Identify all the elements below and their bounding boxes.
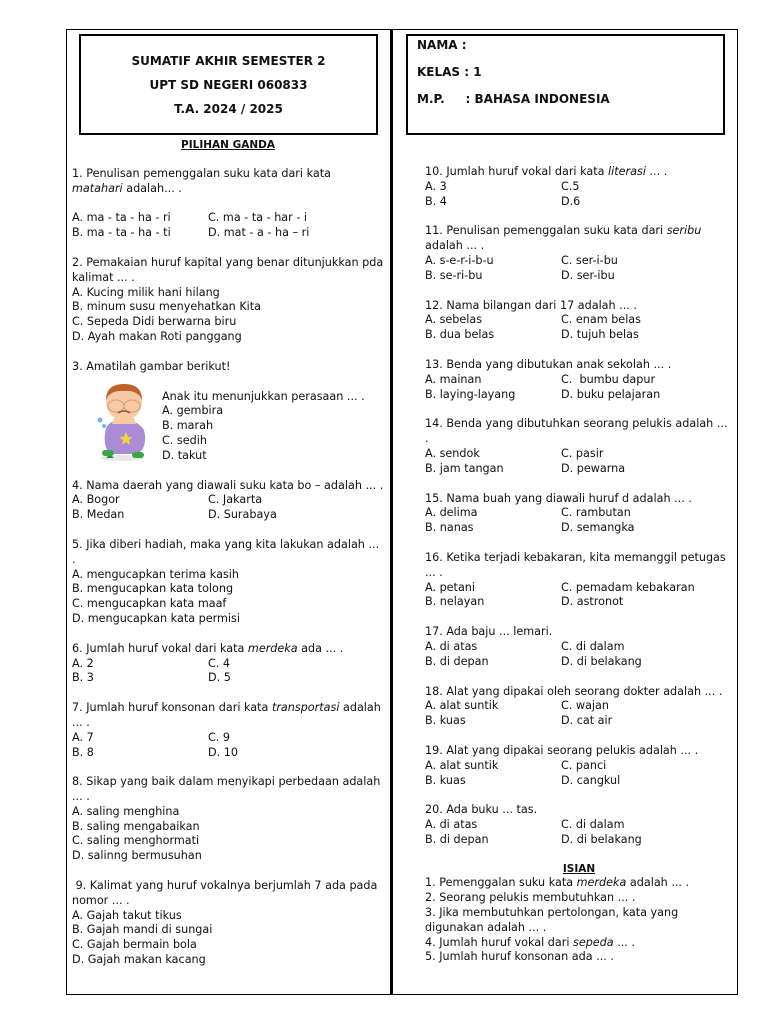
q17-option: D. di belakang bbox=[561, 654, 642, 668]
q19-option: C. panci bbox=[561, 758, 607, 772]
q18-text: 18. Alat yang dipakai oleh seorang dokter adalah ... . bbox=[425, 684, 723, 698]
q5-option: D. mengucapkan kata permisi bbox=[72, 611, 240, 625]
q14-option: D. pewarna bbox=[561, 461, 626, 475]
question-16 bbox=[425, 551, 733, 610]
subject-label: M.P. : BAHASA INDONESIA bbox=[417, 92, 610, 106]
isian-4-text-end: ... . bbox=[613, 935, 635, 949]
q7-option: A. 7 bbox=[72, 730, 94, 744]
q9-option: C. Gajah bermain bola bbox=[72, 938, 197, 952]
q7-text-end: adalah ... . bbox=[72, 701, 381, 729]
q8-option: B. saling mengabaikan bbox=[72, 819, 200, 833]
q6-option: D. 5 bbox=[208, 671, 231, 685]
q13-option: D. buku pelajaran bbox=[561, 387, 661, 401]
q12-option: D. tujuh belas bbox=[561, 328, 639, 342]
q19-option: B. kuas bbox=[425, 773, 466, 787]
q11-option: D. ser-ibu bbox=[561, 268, 615, 282]
q11-text: 11. Penulisan pemenggalan suku kata dari bbox=[425, 224, 667, 238]
question-14 bbox=[425, 417, 733, 476]
q19-option: D. cangkul bbox=[561, 773, 621, 787]
q3-option: A. gembira bbox=[162, 404, 224, 418]
q5-option: C. mengucapkan kata maaf bbox=[72, 597, 227, 611]
q12-text: 12. Nama bilangan dari 17 adalah ... . bbox=[425, 298, 637, 312]
q18-option: C. wajan bbox=[561, 699, 609, 713]
q8-option: C. saling menghormati bbox=[72, 834, 200, 848]
isian-4-text: 4. Jumlah huruf vokal dari bbox=[425, 935, 573, 949]
q20-option: D. di belakang bbox=[561, 832, 642, 846]
q16-option: A. petani bbox=[425, 580, 475, 594]
q10-text: 10. Jumlah huruf vokal dari kata bbox=[425, 165, 609, 178]
q13-option: B. laying-layang bbox=[425, 387, 516, 401]
question-10 bbox=[425, 165, 733, 209]
q1-option: C. ma - ta - har - i bbox=[208, 211, 308, 225]
q1-text: 1. Penulisan pemenggalan suku kata dari kata bbox=[72, 166, 331, 180]
question-6 bbox=[72, 642, 384, 686]
q19-option: A. alat suntik bbox=[425, 758, 499, 772]
q6-text-end: ada ... . bbox=[297, 641, 344, 655]
q7-option: C. 9 bbox=[208, 730, 231, 744]
q17-option: C. di dalam bbox=[561, 639, 625, 653]
q2-option: A. Kucing milik hani hilang bbox=[72, 285, 220, 299]
q16-option: B. nelayan bbox=[425, 595, 485, 609]
q17-option: B. di depan bbox=[425, 654, 489, 668]
question-18 bbox=[425, 685, 733, 729]
q1-option: B. ma - ta - ha - ti bbox=[72, 226, 171, 240]
question-9 bbox=[72, 879, 384, 968]
q4-option: A. Bogor bbox=[72, 493, 120, 507]
q2-option: B. minum susu menyehatkan Kita bbox=[72, 300, 262, 314]
class-label: KELAS : 1 bbox=[417, 65, 482, 79]
isian-1-keyword: merdeka bbox=[576, 876, 627, 890]
q14-option: B. jam tangan bbox=[425, 461, 504, 475]
q20-text: 20. Ada buku ... tas. bbox=[425, 803, 538, 817]
q3-stem: Anak itu menunjukkan perasaan ... . bbox=[162, 389, 365, 403]
q19-text: 19. Alat yang dipakai seorang pelukis adalah ... . bbox=[425, 743, 699, 757]
q6-keyword: merdeka bbox=[247, 641, 298, 655]
student-info-box bbox=[406, 34, 725, 135]
q14-option: C. pasir bbox=[561, 446, 604, 460]
question-2 bbox=[72, 256, 384, 345]
question-15 bbox=[425, 492, 733, 536]
header-title-box bbox=[79, 34, 378, 135]
q3-text: 3. Amatilah gambar berikut! bbox=[72, 359, 231, 373]
q5-text: 5. Jika diberi hadiah, maka yang kita lakukan adalah ... . bbox=[72, 537, 380, 566]
q11-text-end: adalah ... . bbox=[425, 239, 485, 253]
q3-option: B. marah bbox=[162, 419, 214, 433]
question-12 bbox=[425, 299, 733, 343]
q11-option: A. s-e-r-i-b-u bbox=[425, 253, 494, 267]
q15-option: D. semangka bbox=[561, 521, 635, 535]
isian-2: 2. Seorang pelukis membutuhkan ... . bbox=[425, 891, 636, 905]
q10-text-end: ... . bbox=[645, 165, 668, 178]
question-20 bbox=[425, 803, 733, 847]
q5-option: A. mengucapkan terima kasih bbox=[72, 567, 239, 581]
q4-option: C. Jakarta bbox=[208, 493, 263, 507]
q5-option: B. mengucapkan kata tolong bbox=[72, 582, 234, 596]
isian-list bbox=[425, 876, 733, 965]
q14-option: A. sendok bbox=[425, 446, 480, 460]
q15-option: C. rambutan bbox=[561, 506, 631, 520]
isian-3: 3. Jika membutuhkan pertolongan, kata yang digunakan adalah ... . bbox=[425, 906, 679, 934]
q9-option: A. Gajah takut tikus bbox=[72, 908, 182, 922]
q16-text: 16. Ketika terjadi kebakaran, kita memanggil petugas ... . bbox=[425, 550, 726, 579]
right-column bbox=[425, 138, 733, 965]
q2-option: D. Ayah makan Roti panggang bbox=[72, 329, 242, 343]
q11-option: B. se-ri-bu bbox=[425, 268, 483, 282]
question-8 bbox=[72, 775, 384, 864]
q12-option: A. sebelas bbox=[425, 313, 483, 327]
q18-option: A. alat suntik bbox=[425, 699, 499, 713]
section-title-isian: ISIAN bbox=[562, 862, 596, 875]
q6-option: C. 4 bbox=[208, 656, 231, 670]
q10-option: C.5 bbox=[561, 179, 580, 193]
isian-1-text: 1. Pemenggalan suku kata bbox=[425, 876, 577, 890]
isian-4-keyword: sepeda bbox=[572, 935, 614, 949]
question-1 bbox=[72, 167, 384, 241]
header-line-2: UPT SD NEGERI 060833 bbox=[149, 78, 308, 92]
q6-option: A. 2 bbox=[72, 656, 94, 670]
name-label: NAMA : bbox=[417, 38, 467, 52]
q2-text: 2. Pemakaian huruf kapital yang benar ditunjukkan pda kalimat ... . bbox=[72, 255, 384, 284]
q16-option: C. pemadam kebakaran bbox=[561, 580, 695, 594]
q2-option: C. Sepeda Didi berwarna biru bbox=[72, 315, 237, 329]
q13-option: A. mainan bbox=[425, 372, 482, 386]
q16-option: D. astronot bbox=[561, 595, 624, 609]
question-7 bbox=[72, 701, 384, 760]
q4-option: D. Surabaya bbox=[208, 508, 277, 522]
q4-option: B. Medan bbox=[72, 508, 125, 522]
section-title-pilihan-ganda: PILIHAN GANDA bbox=[181, 139, 275, 151]
header-line-1: SUMATIF AKHIR SEMESTER 2 bbox=[131, 54, 326, 68]
q7-option: D. 10 bbox=[208, 745, 238, 759]
q18-option: B. kuas bbox=[425, 714, 466, 728]
q10-option: D.6 bbox=[561, 194, 581, 208]
q10-option: B. 4 bbox=[425, 194, 447, 208]
column-divider bbox=[390, 29, 393, 995]
q8-option: A. saling menghina bbox=[72, 804, 180, 818]
question-19 bbox=[425, 744, 733, 788]
q10-keyword: literasi bbox=[608, 165, 646, 178]
q1-option: D. mat - a - ha – ri bbox=[208, 226, 310, 240]
crying-child-illustration bbox=[92, 380, 156, 462]
q15-option: A. delima bbox=[425, 506, 478, 520]
q4-text: 4. Nama daerah yang diawali suku kata bo – adalah ... . bbox=[72, 478, 384, 492]
q7-option: B. 8 bbox=[72, 745, 94, 759]
q20-option: C. di dalam bbox=[561, 818, 625, 832]
question-5 bbox=[72, 538, 384, 627]
q1-option: A. ma - ta - ha - ri bbox=[72, 211, 171, 225]
q8-text: 8. Sikap yang baik dalam menyikapi perbedaan adalah ... . bbox=[72, 775, 381, 804]
header-line-3: T.A. 2024 / 2025 bbox=[174, 102, 283, 116]
q1-keyword: matahari bbox=[72, 181, 123, 195]
q6-option: B. 3 bbox=[72, 671, 94, 685]
q10-option: A. 3 bbox=[425, 179, 447, 193]
q13-option: C. bumbu dapur bbox=[561, 372, 656, 386]
q20-option: B. di depan bbox=[425, 832, 489, 846]
q7-keyword: transportasi bbox=[271, 701, 340, 715]
question-17 bbox=[425, 625, 733, 669]
q6-text: 6. Jumlah huruf vokal dari kata bbox=[72, 641, 248, 655]
q8-option: D. salinng bermusuhan bbox=[72, 849, 202, 863]
q3-option: D. takut bbox=[162, 448, 207, 462]
q12-option: C. enam belas bbox=[561, 313, 641, 327]
q13-text: 13. Benda yang dibutukan anak sekolah ... . bbox=[425, 357, 672, 371]
q20-option: A. di atas bbox=[425, 818, 478, 832]
q11-keyword: seribu bbox=[666, 224, 702, 238]
q17-option: A. di atas bbox=[425, 639, 478, 653]
q9-option: B. Gajah mandi di sungai bbox=[72, 923, 213, 937]
q17-text: 17. Ada baju ... lemari. bbox=[425, 625, 553, 639]
q14-text: 14. Benda yang dibutuhkan seorang pelukis adalah ... . bbox=[425, 417, 728, 446]
question-11 bbox=[425, 224, 733, 283]
q11-option: C. ser-i-bu bbox=[561, 253, 618, 267]
q9-text: 9. Kalimat yang huruf vokalnya berjumlah 7 ada pada nomor ... . bbox=[72, 879, 381, 907]
isian-1-text-end: adalah ... . bbox=[626, 876, 690, 890]
left-column bbox=[72, 138, 384, 968]
question-13 bbox=[425, 358, 733, 402]
q15-option: B. nanas bbox=[425, 521, 474, 535]
q7-text: 7. Jumlah huruf konsonan dari kata bbox=[72, 701, 272, 715]
q9-option: D. Gajah makan kacang bbox=[72, 953, 206, 967]
question-4 bbox=[72, 479, 384, 523]
q18-option: D. cat air bbox=[561, 714, 613, 728]
q15-text: 15. Nama buah yang diawali huruf d adalah ... . bbox=[425, 491, 692, 505]
q3-option: C. sedih bbox=[162, 433, 207, 447]
isian-5: 5. Jumlah huruf konsonan ada ... . bbox=[425, 950, 614, 964]
q12-option: B. dua belas bbox=[425, 328, 495, 342]
q1-text-end: adalah... . bbox=[122, 181, 182, 195]
